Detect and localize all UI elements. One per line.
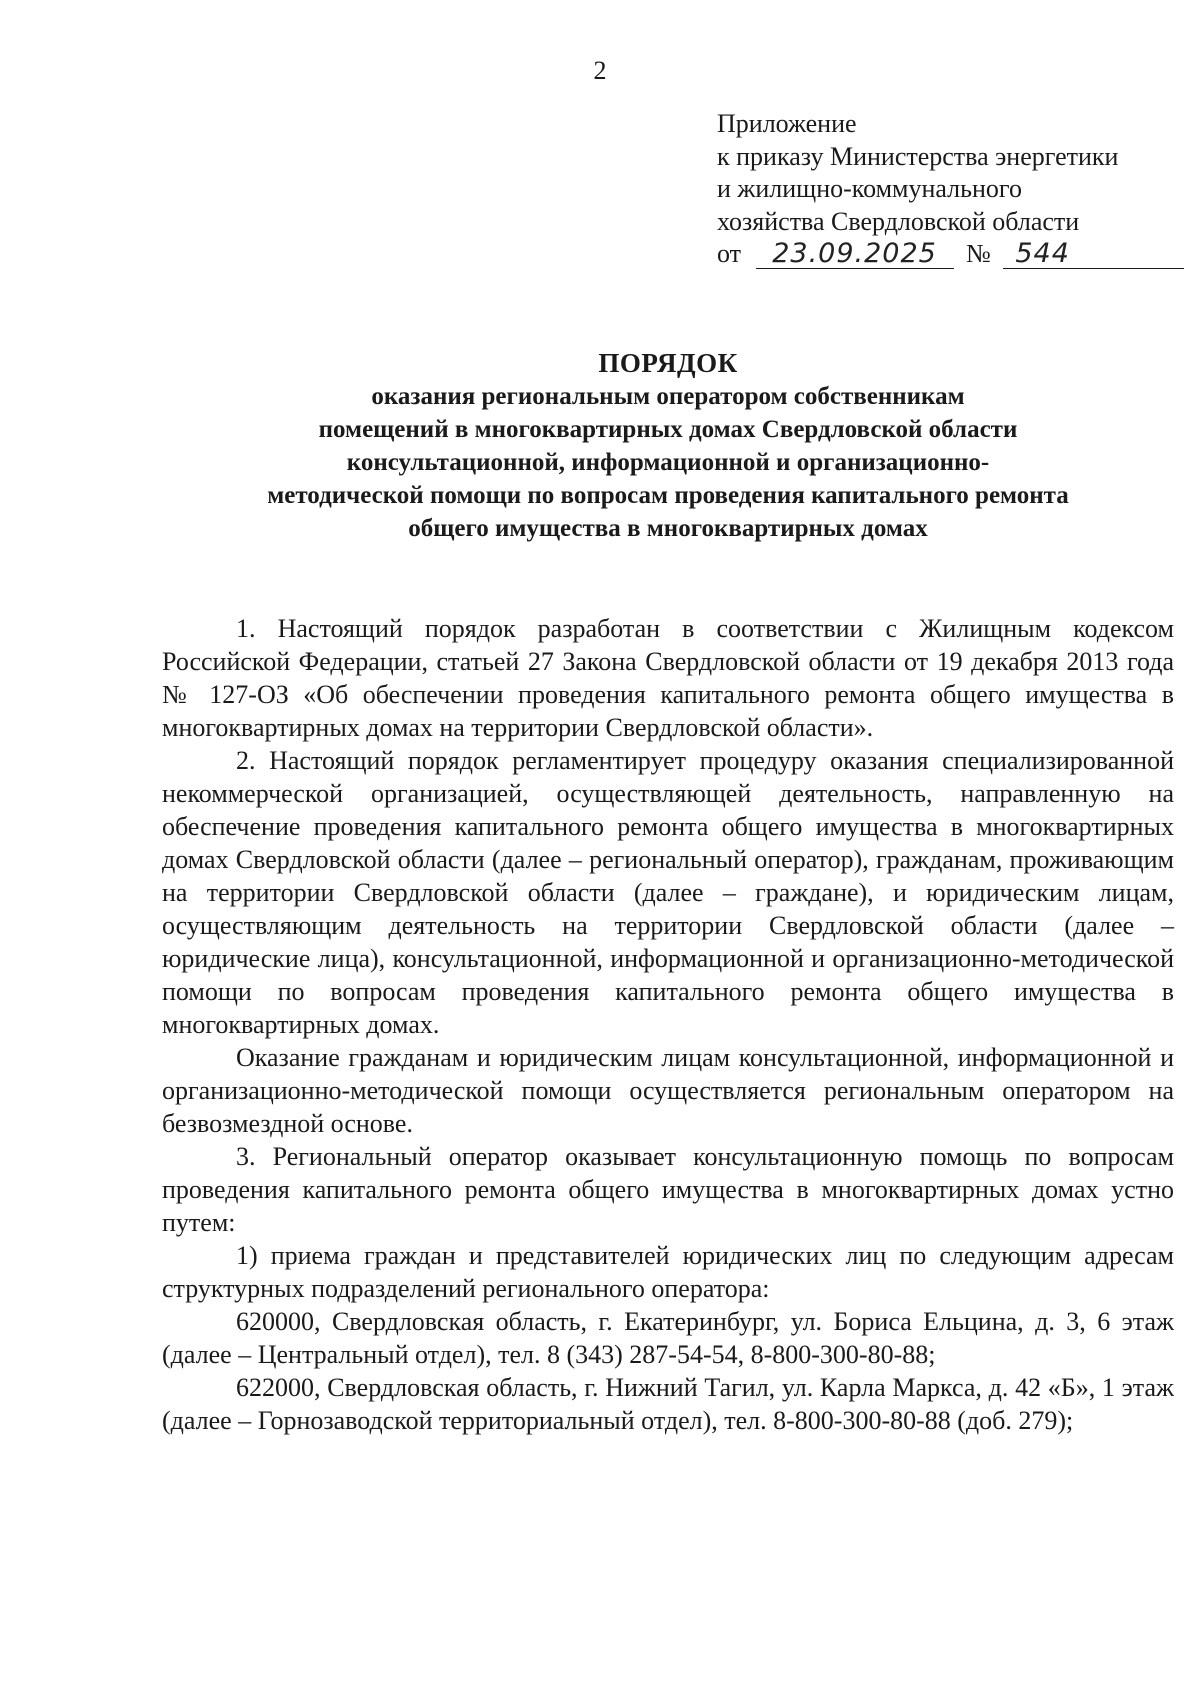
document-title xyxy=(160,346,1176,545)
title-main: ПОРЯДОК xyxy=(598,348,738,378)
appendix-block xyxy=(717,108,1184,271)
appendix-line: к приказу Министерства энергетики xyxy=(717,141,1119,171)
page-number: 2 xyxy=(593,56,607,85)
paragraph: 620000, Свердловская область, г. Екатеринбург, ул. Бориса Ельцина, д. 3, 6 этаж (далее – Центральный отдел), тел. 8 (343) 287-54-54, 8-800-300-80-88; xyxy=(162,1307,1174,1369)
title-sub-line: оказания региональным оператором собственникам xyxy=(371,383,965,410)
paragraph: 3. Региональный оператор оказывает консультационную помощь по вопросам проведения капитального ремонта общего имущества в многоквартирных домах устно путем: xyxy=(162,1142,1174,1237)
title-sub-line: общего имущества в многоквартирных домах xyxy=(408,515,928,542)
title-sub-line: методической помощи по вопросам проведения капитального ремонта xyxy=(267,482,1069,509)
appendix-line: Приложение xyxy=(717,109,857,138)
handwritten-date: 23.09.2025 xyxy=(756,240,954,269)
title-sub-line: помещений в многоквартирных домах Свердловской области xyxy=(318,416,1018,443)
date-prefix: от xyxy=(717,239,742,268)
paragraph: Оказание гражданам и юридическим лицам консультационной, информационной и организационно-методической помощи осуществляется региональным оператором на безвозмездной основе. xyxy=(162,1043,1174,1138)
order-date-number-line xyxy=(717,238,1184,271)
appendix-line: хозяйства Свердловской области xyxy=(717,206,1080,236)
paragraph: 622000, Свердловская область, г. Нижний Тагил, ул. Карла Маркса, д. 42 «Б», 1 этаж (далее – Горнозаводской территориальный отдел), тел. 8-800-300-80-88 (доб. 279); xyxy=(162,1373,1174,1435)
handwritten-number: 544 xyxy=(1003,240,1184,269)
title-sub-line: консультационной, информационной и организационно- xyxy=(346,449,990,476)
paragraph: 1) приема граждан и представителей юридических лиц по следующим адресам структурных подразделений регионального оператора: xyxy=(162,1241,1174,1303)
number-prefix: № xyxy=(966,239,991,268)
paragraph: 2. Настоящий порядок регламентирует процедуру оказания специализированной некоммерческой организацией, осуществляющей деятельность, направленную на обеспечение проведения капитального ремонта общего имущества в многоквартирных домах Свердловской области (далее – региональный оператор), гражданам, проживающим на территории Свердловской области (далее – граждане), и юридическим лицам, осуществляющим деятельность на территории Свердловской области (далее – юридические лица), консультационной, информационной и организационно-методической помощи по вопросам проведения капитального ремонта общего имущества в многоквартирных домах. xyxy=(162,746,1174,1039)
paragraph: 1. Настоящий порядок разработан в соответствии с Жилищным кодексом Российской Федерации, статьей 27 Закона Свердловской области от 19 декабря 2013 года № 127-ОЗ «Об обеспечении проведения капитального ремонта общего имущества в многоквартирных домах на территории Свердловской области». xyxy=(162,614,1174,742)
appendix-line: и жилищно-коммунального xyxy=(717,174,1022,203)
document-body xyxy=(162,612,1174,1437)
